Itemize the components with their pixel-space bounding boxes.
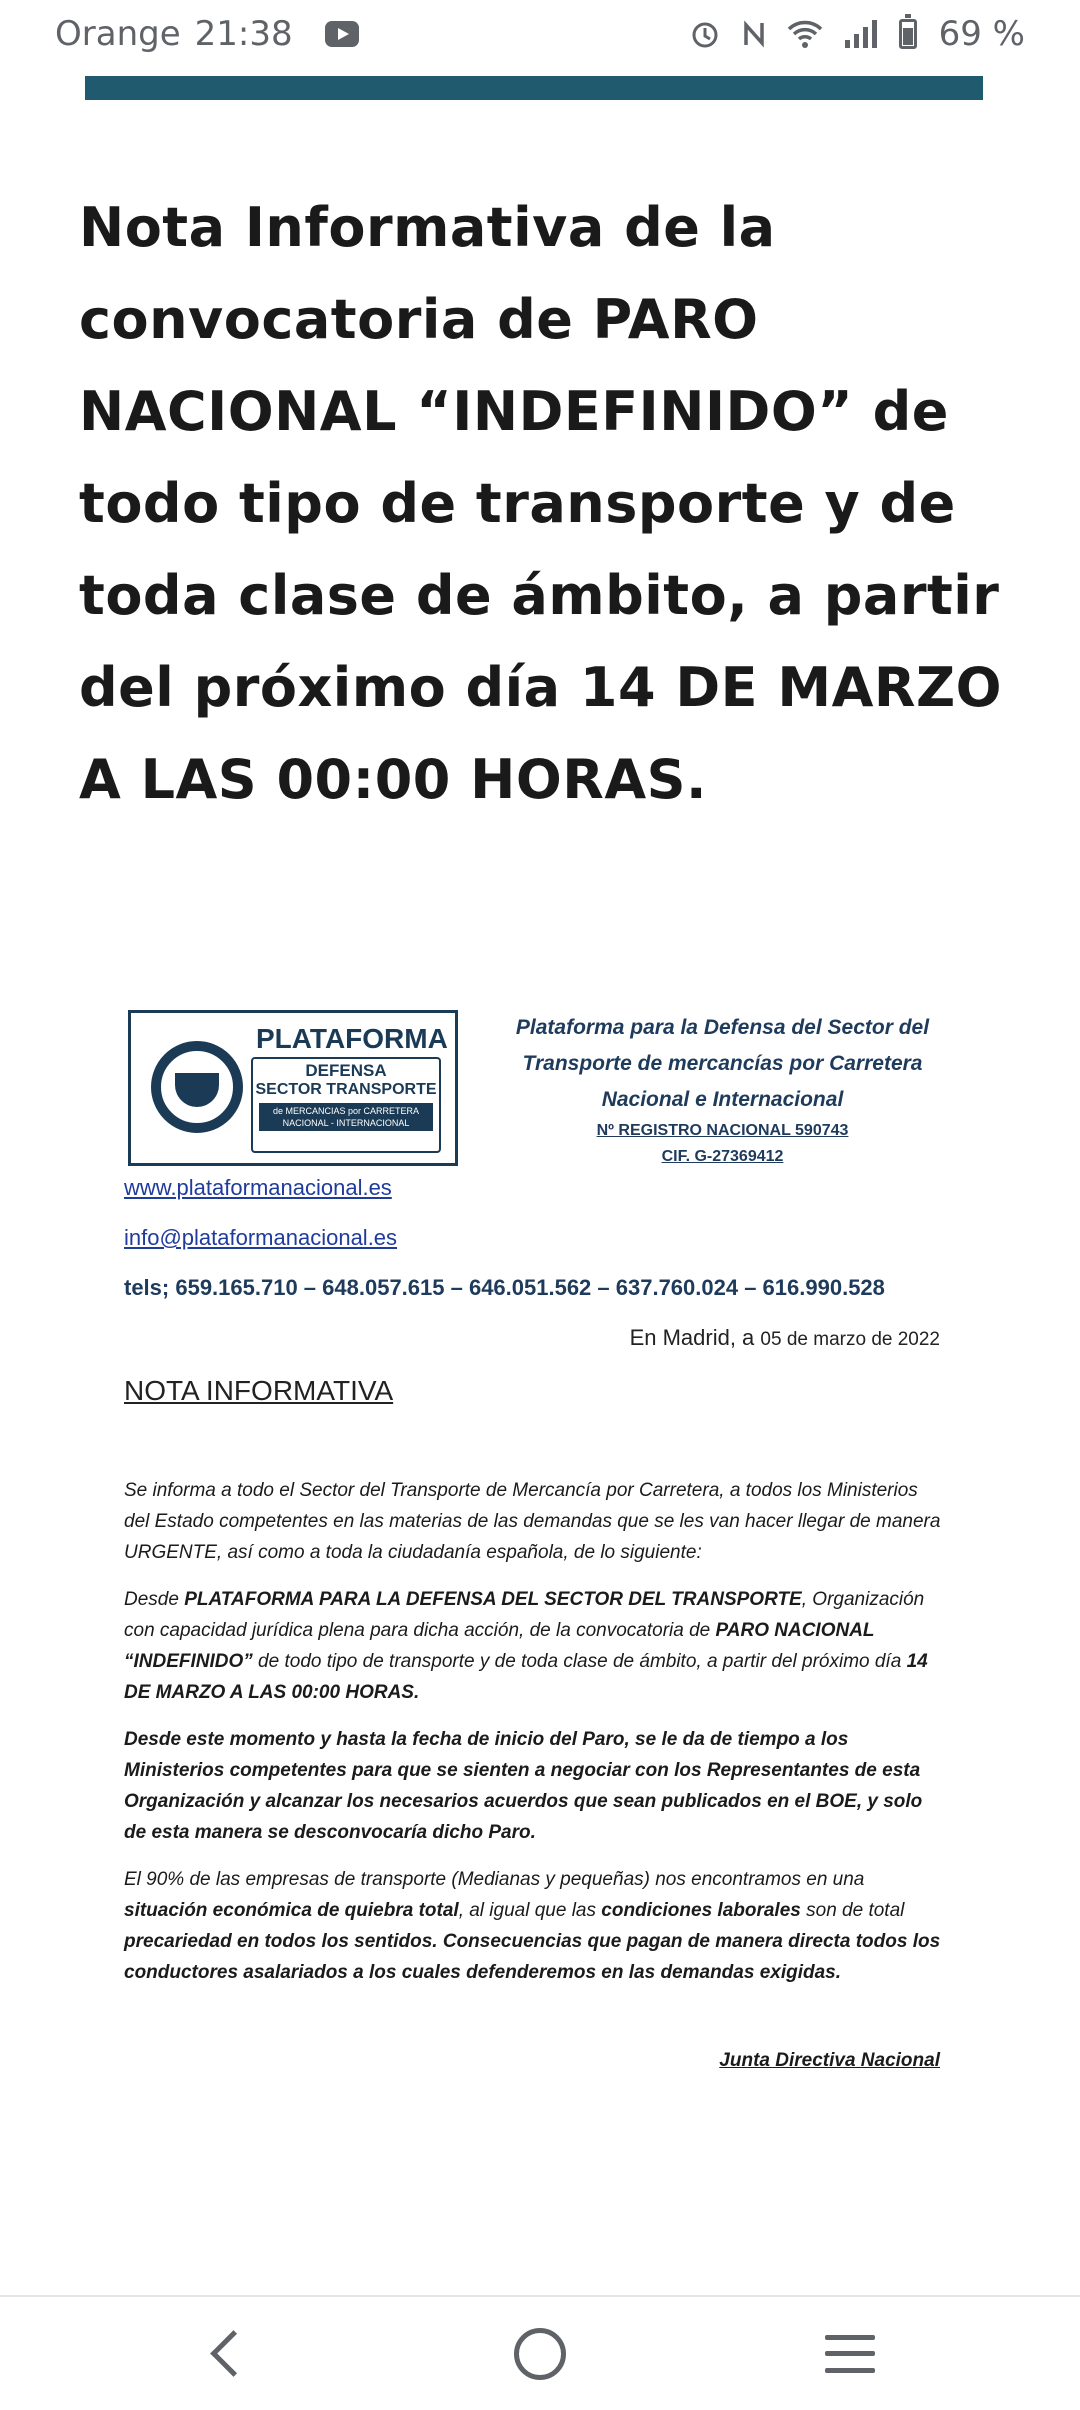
battery-percent: 69 % <box>938 14 1025 54</box>
menu-button[interactable] <box>790 2297 910 2410</box>
paragraph-2 <box>124 1584 944 1708</box>
p2-bold: 14 DE MARZO A LAS 00:00 HORAS. <box>124 1651 928 1703</box>
paragraph-1: Se informa a todo el Sector del Transporte de Mercancía por Carretera, a todos los Ministerios del Estado competentes en las materias de las demandas que se les van hacer llegar de manera URGENTE, así como a toda la ciudadanía española, de lo siguiente: <box>124 1480 941 1563</box>
logo-title: PLATAFORMA <box>256 1023 448 1054</box>
org-line: Nacional e Internacional <box>601 1088 844 1111</box>
p4-text: son de total <box>800 1900 905 1921</box>
logo-line2: SECTOR TRANSPORTE <box>255 1081 437 1098</box>
org-line: Plataforma para la Defensa del Sector del <box>515 1016 930 1039</box>
menu-icon <box>825 2335 875 2373</box>
plataforma-logo <box>128 1010 458 1166</box>
document-date <box>630 1325 940 1351</box>
alarm-icon <box>689 18 721 50</box>
logo-line1: DEFENSA <box>305 1061 387 1080</box>
p2-text: de todo tipo de transporte y de toda clase de ámbito, a partir del próximo día <box>252 1651 907 1672</box>
wifi-icon <box>787 19 823 49</box>
phone-numbers: tels; 659.165.710 – 648.057.615 – 646.051.562 – 637.760.024 – 616.990.528 <box>124 1275 885 1300</box>
status-bar <box>0 0 1080 76</box>
article-headline: Nota Informativa de la convocatoria de PARO NACIONAL “INDEFINIDO” de todo tipo de transporte y de toda clase de ámbito, a partir del próximo día 14 DE MARZO A LAS 00:00 HORAS. <box>79 196 1003 811</box>
gear-logo-icon <box>151 1041 243 1133</box>
paragraph-3: Desde este momento y hasta la fecha de inicio del Paro, se le da de tiempo a los Ministerios competentes para que se sienten a negociar con los Representantes de esta Organización y alcanzar los necesarios acuerdos que sean publicados en el BOE, y solo de esta manera se desconvocaría dicho Paro. <box>124 1729 923 1843</box>
p4-bold: precariedad en todos los sentidos. Consecuencias que pagan de manera directa todos los conductores asalariados a los cuales defenderemos en las demandas exigidas. <box>124 1931 941 1983</box>
cif-number: CIF. G-27369412 <box>661 1148 784 1165</box>
registro-nacional: Nº REGISTRO NACIONAL 590743 <box>596 1122 849 1139</box>
navigation-bar <box>0 2295 1080 2410</box>
p2-bold: PARO NACIONAL “INDEFINIDO” <box>124 1620 875 1672</box>
logo-line3: de MERCANCIAS por CARRETERA NACIONAL - INTERNACIONAL <box>259 1103 433 1131</box>
battery-icon <box>899 19 917 49</box>
organization-header <box>500 1010 945 1170</box>
org-line: Transporte de mercancías por Carretera <box>522 1052 923 1075</box>
p4-bold: situación económica de quiebra total <box>124 1900 459 1921</box>
p2-bold: PLATAFORMA PARA LA DEFENSA DEL SECTOR DEL TRANSPORTE <box>184 1589 802 1610</box>
home-circle-icon <box>514 2328 566 2380</box>
p2-text: Desde <box>124 1589 185 1610</box>
clock: 21:38 <box>194 14 293 54</box>
p4-text: , al igual que las <box>458 1900 602 1921</box>
date-value: 05 de marzo de 2022 <box>760 1329 940 1350</box>
header-bar <box>85 76 983 100</box>
p4-text: El 90% de las empresas de transporte (Medianas y pequeñas) nos encontramos en una <box>124 1869 865 1890</box>
home-button[interactable] <box>480 2297 600 2410</box>
p2-text: , Organización con capacidad jurídica plena para dicha acción, de la convocatoria de <box>124 1589 925 1641</box>
logo-emblem <box>251 1057 441 1153</box>
nota-informativa-title: NOTA INFORMATIVA <box>124 1375 394 1406</box>
nfc-icon <box>743 19 765 49</box>
paragraph-4 <box>124 1864 944 1988</box>
back-chevron-icon <box>210 2330 257 2377</box>
signature: Junta Directiva Nacional <box>719 2050 940 2071</box>
status-left <box>55 14 359 54</box>
signal-icon <box>845 20 877 48</box>
date-prefix: En Madrid, a <box>629 1325 755 1350</box>
website-link[interactable]: www.plataformanacional.es <box>124 1175 392 1200</box>
p4-bold: condiciones laborales <box>601 1900 801 1921</box>
youtube-icon <box>325 21 359 47</box>
email-link[interactable]: info@plataformanacional.es <box>124 1225 398 1250</box>
status-right <box>689 14 1025 54</box>
carrier-label: Orange <box>55 14 181 54</box>
back-button[interactable] <box>168 2297 288 2410</box>
